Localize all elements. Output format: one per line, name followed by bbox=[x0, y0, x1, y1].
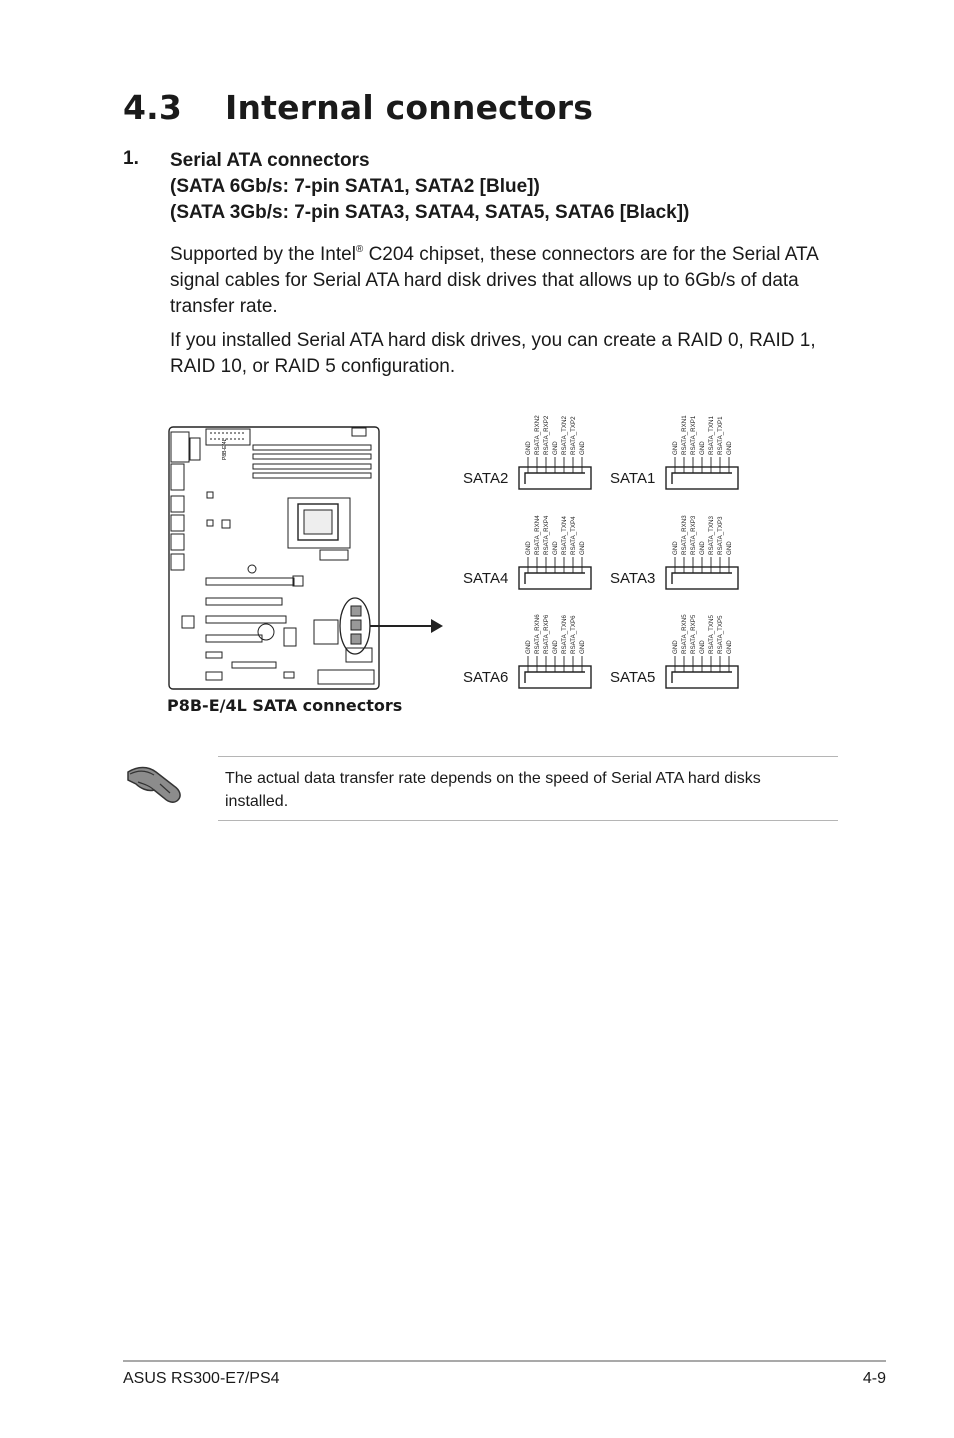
pin-label: GND bbox=[552, 640, 559, 654]
pin-label: GND bbox=[552, 541, 559, 555]
registered-mark: ® bbox=[355, 244, 364, 255]
note-text: The actual data transfer rate depends on the speed of Serial ATA hard disks installed. bbox=[225, 770, 761, 810]
sata-connector-key bbox=[672, 573, 732, 584]
sata-label: SATA1 bbox=[610, 470, 656, 487]
hand-icon bbox=[124, 758, 186, 811]
sata-connector-key bbox=[672, 672, 732, 683]
pin-label: RSATA_RXP6 bbox=[543, 614, 550, 654]
pin-label: RSATA_RXP1 bbox=[690, 415, 697, 455]
pin-label: RSATA_TXN1 bbox=[708, 416, 715, 455]
pin-label: GND bbox=[525, 441, 532, 455]
pin-label: GND bbox=[672, 640, 679, 654]
pin-label: RSATA_RXN3 bbox=[681, 515, 688, 555]
sata-label: SATA3 bbox=[610, 570, 656, 587]
footer-rule bbox=[123, 1360, 886, 1362]
pin-label: RSATA_TXN2 bbox=[561, 416, 568, 455]
pin-label: RSATA_TXP6 bbox=[570, 615, 577, 654]
pin-label: RSATA_RXN1 bbox=[681, 415, 688, 455]
pin-label: GND bbox=[726, 541, 733, 555]
board-marking: P8B-E/4L bbox=[222, 438, 228, 460]
page-number: 4-9 bbox=[862, 1370, 886, 1387]
item-heading bbox=[170, 148, 689, 226]
motherboard-layout bbox=[160, 400, 760, 730]
pin-label: GND bbox=[699, 640, 706, 654]
pin-label: GND bbox=[726, 441, 733, 455]
sata-port-mini bbox=[351, 634, 361, 644]
pin-label: RSATA_RXN6 bbox=[534, 614, 541, 654]
pin-label: GND bbox=[525, 640, 532, 654]
sata-diagram bbox=[160, 400, 760, 730]
sata-port-mini bbox=[351, 606, 361, 616]
item-number: 1. bbox=[123, 148, 139, 169]
item-heading-line: Serial ATA connectors bbox=[170, 150, 370, 171]
paragraph-text: C204 chipset, these connectors are for the Serial ATA signal cables for Serial ATA hard disk drives that allows up to 6Gb/s of data transfer rate. bbox=[170, 244, 818, 317]
pin-label: RSATA_RXP2 bbox=[543, 415, 550, 455]
sata-connectors bbox=[519, 415, 738, 688]
pin-label: RSATA_RXP4 bbox=[543, 515, 550, 555]
pin-label: GND bbox=[726, 640, 733, 654]
pin-label: RSATA_TXP2 bbox=[570, 416, 577, 455]
section-number: 4.3 bbox=[123, 88, 183, 127]
pin-label: RSATA_TXP5 bbox=[717, 615, 724, 654]
item-heading-line: (SATA 3Gb/s: 7-pin SATA3, SATA4, SATA5, SATA6 [Black]) bbox=[170, 202, 690, 223]
pin-label: RSATA_RXN5 bbox=[681, 614, 688, 654]
paragraph-raid: If you installed Serial ATA hard disk drives, you can create a RAID 0, RAID 1, RAID 10, or RAID 5 configuration. bbox=[170, 330, 816, 377]
pin-label: RSATA_TXN6 bbox=[561, 615, 568, 654]
pin-label: RSATA_TXN4 bbox=[561, 516, 568, 555]
pin-label: RSATA_RXP5 bbox=[690, 614, 697, 654]
sata-connector-key bbox=[525, 672, 585, 683]
footer-product: ASUS RS300-E7/PS4 bbox=[123, 1370, 280, 1387]
pin-label: RSATA_TXP1 bbox=[717, 416, 724, 455]
sata-label: SATA4 bbox=[463, 570, 509, 587]
pin-label: RSATA_TXP4 bbox=[570, 516, 577, 555]
sata-connector-key bbox=[525, 573, 585, 584]
pin-label: GND bbox=[525, 541, 532, 555]
section-title bbox=[123, 88, 593, 127]
sata-label: SATA2 bbox=[463, 470, 509, 487]
note-box bbox=[218, 756, 838, 821]
pin-label: RSATA_TXN5 bbox=[708, 615, 715, 654]
sata-label: SATA6 bbox=[463, 669, 509, 686]
pin-label: RSATA_TXP3 bbox=[717, 516, 724, 555]
sata-port-mini bbox=[351, 620, 361, 630]
pin-label: GND bbox=[672, 541, 679, 555]
pin-label: RSATA_RXN4 bbox=[534, 515, 541, 555]
pin-label: RSATA_RXN2 bbox=[534, 415, 541, 455]
diagram-caption: P8B-E/4L SATA connectors bbox=[167, 696, 403, 715]
pin-label: RSATA_TXN3 bbox=[708, 516, 715, 555]
paragraph-text: Supported by the Intel bbox=[170, 244, 356, 265]
item-heading-line: (SATA 6Gb/s: 7-pin SATA1, SATA2 [Blue]) bbox=[170, 176, 540, 197]
pin-label: GND bbox=[552, 441, 559, 455]
pin-label: GND bbox=[579, 541, 586, 555]
pin-label: GND bbox=[672, 441, 679, 455]
section-title-text: Internal connectors bbox=[225, 88, 594, 127]
pin-label: RSATA_RXP3 bbox=[690, 515, 697, 555]
sata-connector-key bbox=[672, 473, 732, 484]
sata-label: SATA5 bbox=[610, 669, 656, 686]
pin-label: GND bbox=[579, 441, 586, 455]
sata-connector-key bbox=[525, 473, 585, 484]
paragraph-chipset bbox=[170, 237, 850, 320]
pin-label: GND bbox=[579, 640, 586, 654]
pin-label: GND bbox=[699, 541, 706, 555]
pin-label: GND bbox=[699, 441, 706, 455]
